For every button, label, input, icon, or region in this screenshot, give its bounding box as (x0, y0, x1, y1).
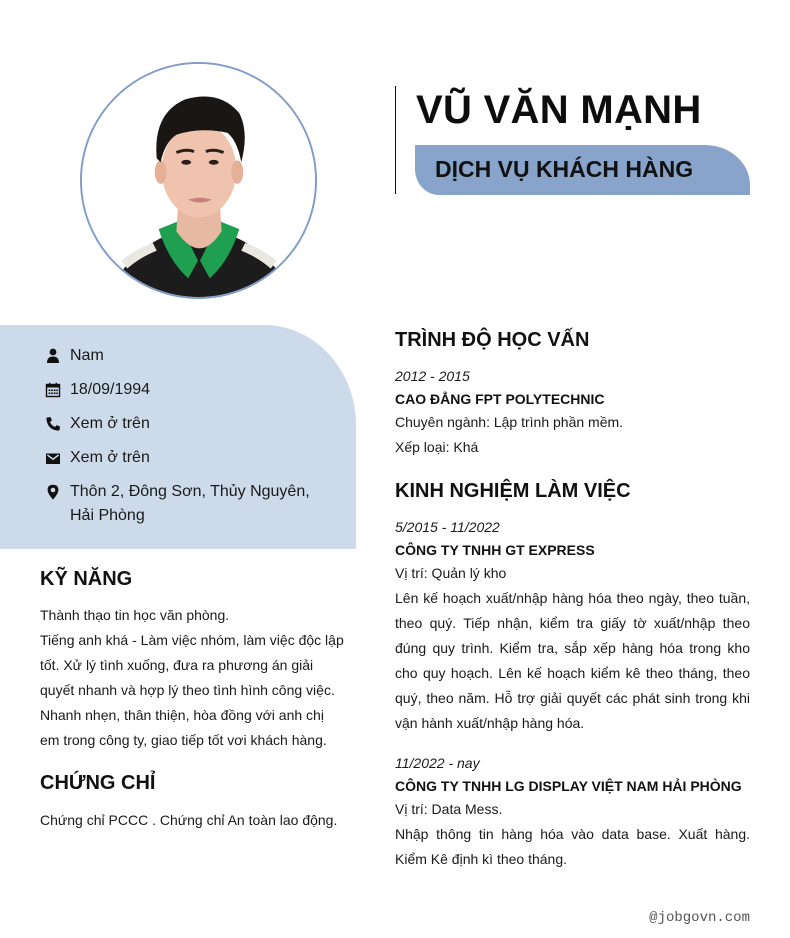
experience-description: Lên kế hoạch xuất/nhập hàng hóa theo ngày, theo tuần, theo quý. Tiếp nhận, kiểm tra giấy tờ xuất/nhập theo đúng quy trình. Kiểm tra, sắp xếp hàng hóa trong kho cho quy hoạch. Lên kế hoạch kiểm kê theo tháng, theo quý, theo năm. Hỗ trợ giải quyết các phát sinh trong khi vận hành xuất/nhập hàng hóa. (395, 590, 750, 731)
skills-line: Tiếng anh khá - Làm việc nhóm, làm việc độc lập tốt. Xử lý tình xuống, đưa ra phương án giải quyết nhanh và hợp lý theo tình hình công việc. Nhanh nhẹn, thân thiện, hòa đồng với anh chị em trong công ty, giao tiếp tốt vơi khách hàng. (40, 632, 344, 748)
email-icon (44, 446, 62, 470)
certificates-text: Chứng chỉ PCCC . Chứng chỉ An toàn lao động. (40, 812, 338, 828)
education-school: CAO ĐẲNG FPT POLYTECHNIC (395, 391, 605, 407)
role-title: DỊCH VỤ KHÁCH HÀNG (435, 156, 694, 182)
contact-gender: Nam (44, 344, 310, 368)
certificates-title: CHỨNG CHỈ (40, 772, 156, 794)
contact-email: Xem ở trên (44, 446, 310, 470)
education-period: 2012 - 2015 (395, 368, 470, 384)
experience-position: Vị trí: Data Mess. (395, 801, 503, 817)
skills-text (40, 603, 346, 753)
experience-description: Nhập thông tin hàng hóa vào data base. Xuất hàng. Kiểm Kê định kì theo tháng. (395, 826, 750, 867)
experience-period: 11/2022 - nay (395, 755, 480, 771)
contact-address: Thôn 2, Đông Sơn, Thủy Nguyên, Hải Phòng (44, 480, 310, 528)
user-icon (44, 344, 62, 368)
header-divider (395, 86, 396, 194)
skills-title: KỸ NĂNG (40, 568, 133, 590)
portrait-image (82, 64, 315, 297)
contact-birthdate: 18/09/1994 (44, 378, 310, 402)
profile-photo (80, 62, 317, 299)
contact-phone: Xem ở trên (44, 412, 310, 436)
education-grade: Xếp loại: Khá (395, 439, 479, 455)
skills-line: Thành thạo tin học văn phòng. (40, 607, 230, 623)
experience-title: KINH NGHIỆM LÀM VIỆC (395, 480, 631, 502)
phone-icon (44, 412, 62, 436)
role-banner (415, 145, 750, 195)
watermark: @jobgovn.com (649, 910, 750, 926)
education-major: Chuyên ngành: Lập trình phần mềm. (395, 414, 624, 430)
calendar-icon (44, 378, 62, 402)
experience-company: CÔNG TY TNHH GT EXPRESS (395, 542, 595, 558)
experience-position: Vị trí: Quản lý kho (395, 565, 507, 581)
education-title: TRÌNH ĐỘ HỌC VẤN (395, 329, 590, 351)
experience-company: CÔNG TY TNHH LG DISPLAY VIỆT NAM HẢI PHÒNG (395, 778, 742, 794)
location-pin-icon (44, 480, 62, 504)
candidate-name: VŨ VĂN MẠNH (416, 88, 702, 132)
experience-period: 5/2015 - 11/2022 (395, 519, 500, 535)
